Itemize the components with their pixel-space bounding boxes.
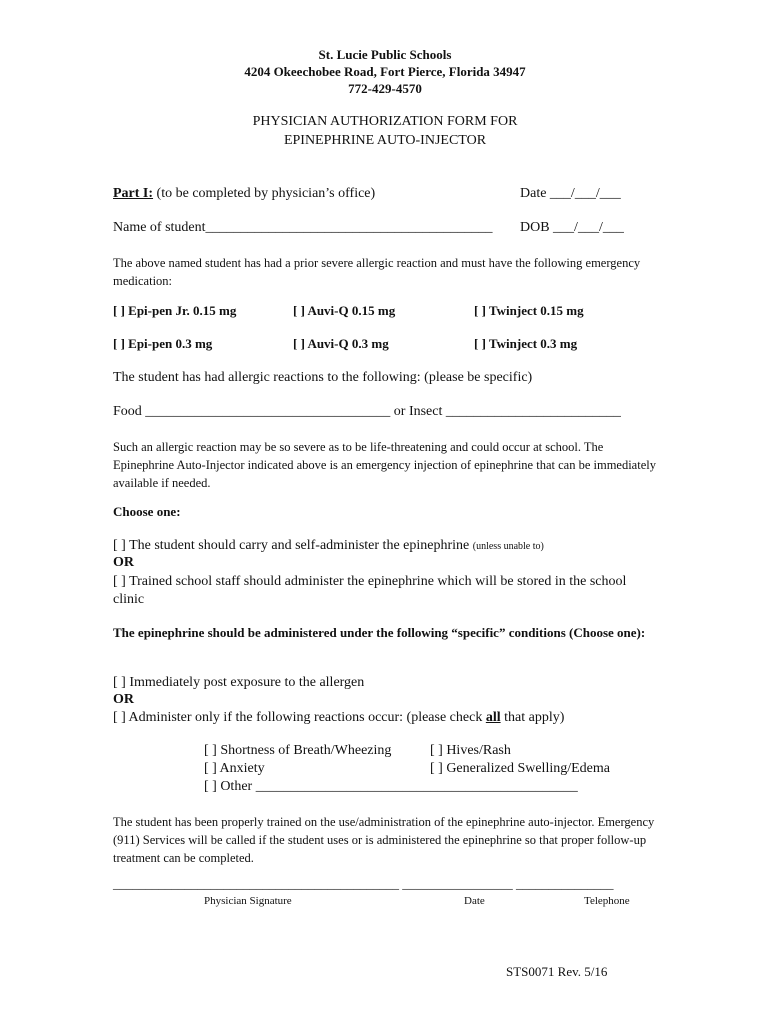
dob-field[interactable]: DOB ___/___/___ (520, 220, 624, 235)
choose-staff-administer[interactable]: [ ] Trained school staff should administer the epinephrine which will be stored in the school clinic (113, 574, 627, 607)
form-title-line2: EPINEPHRINE AUTO-INJECTOR (283, 133, 487, 148)
option-twinject-015[interactable]: [ ] Twinject 0.15 mg (474, 303, 584, 318)
conditions-or: OR (113, 692, 134, 707)
option-auviq-015[interactable]: [ ] Auvi-Q 0.15 mg (293, 303, 396, 318)
training-paragraph: The student has been properly trained on the use/administration of the epinephrine auto-injector. Emergency (911) Services will be called if the student uses or is administered the epinephrine so that proper follow-up treatment can be completed. (113, 815, 655, 865)
form-code: STS0071 Rev. 5/16 (506, 964, 608, 979)
org-phone: 772-429-4570 (348, 81, 422, 96)
part1-heading-row (113, 186, 375, 202)
signature-lines[interactable]: ____________________________________________ _________________ _______________ (113, 876, 614, 891)
choose-or: OR (113, 555, 134, 570)
condition-reactions-post: that apply) (500, 710, 565, 725)
condition-reactions[interactable] (113, 710, 564, 726)
form-title-line1: PHYSICIAN AUTHORIZATION FORM FOR (252, 114, 518, 129)
date-label: Date (464, 895, 485, 907)
option-auviq-03[interactable]: [ ] Auvi-Q 0.3 mg (293, 336, 389, 351)
option-epipen-03[interactable]: [ ] Epi-pen 0.3 mg (113, 336, 213, 351)
warning-paragraph: Such an allergic reaction may be so severe as to be life-threatening and could occur at school. The Epinephrine Auto-Injector indicated above is an emergency injection of epinephrine that can be immediately available if needed. (113, 440, 656, 490)
part1-label: Part I: (113, 186, 154, 201)
condition-reactions-pre: [ ] Administer only if the following reactions occur: (please check (113, 710, 486, 725)
reaction-anxiety[interactable]: [ ] Anxiety (204, 761, 265, 776)
medication-intro: The above named student has had a prior severe allergic reaction and must have the following emergency medication: (113, 256, 641, 288)
reaction-hives[interactable]: [ ] Hives/Rash (430, 743, 511, 758)
condition-reactions-all: all (485, 710, 501, 725)
date-field[interactable]: Date ___/___/___ (520, 186, 621, 201)
allergy-prompt: The student has had allergic reactions to the following: (please be specific) (113, 370, 533, 385)
reaction-other[interactable]: [ ] Other ______________________________________________ (204, 779, 578, 794)
org-name: St. Lucie Public Schools (318, 47, 452, 62)
physician-signature-label: Physician Signature (204, 895, 292, 907)
org-address: 4204 Okeechobee Road, Fort Pierce, Florida 34947 (244, 64, 526, 79)
student-name-field[interactable]: Name of student_________________________________________ (113, 220, 493, 235)
option-epipen-jr[interactable]: [ ] Epi-pen Jr. 0.15 mg (113, 303, 237, 318)
part1-note: (to be completed by physician’s office) (153, 186, 376, 201)
telephone-label: Telephone (584, 895, 630, 907)
condition-immediately[interactable]: [ ] Immediately post exposure to the allergen (113, 675, 365, 690)
self-administer-label: [ ] The student should carry and self-administer the epinephrine (113, 538, 473, 553)
self-administer-note: (unless unable to) (472, 541, 544, 552)
food-insect-field[interactable]: Food ___________________________________ or Insect _________________________ (113, 404, 621, 419)
reaction-shortness-of-breath[interactable]: [ ] Shortness of Breath/Wheezing (204, 743, 392, 758)
choose-one-heading: Choose one: (113, 504, 181, 519)
reaction-swelling[interactable]: [ ] Generalized Swelling/Edema (430, 761, 610, 776)
choose-self-administer[interactable] (113, 538, 544, 554)
conditions-heading: The epinephrine should be administered under the following “specific” conditions (Choose one): (113, 625, 646, 640)
option-twinject-03[interactable]: [ ] Twinject 0.3 mg (474, 336, 578, 351)
